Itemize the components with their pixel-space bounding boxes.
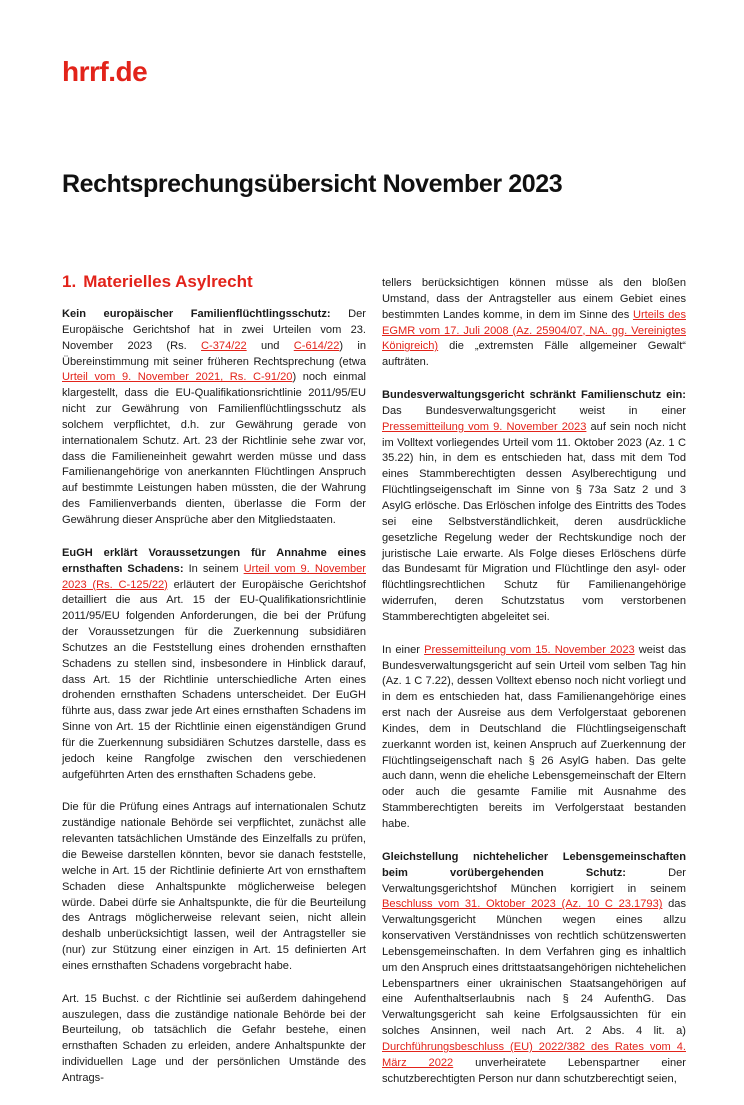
- logo[interactable]: hrrf.de: [62, 56, 148, 87]
- reference-link[interactable]: Urteil vom 9. November 2023 (Rs. C-125/22): [62, 562, 366, 591]
- reference-link[interactable]: Durchführungsbeschluss (EU) 2022/382 des Rates vom 4. März 2022: [382, 1040, 686, 1069]
- reference-link[interactable]: Pressemitteilung vom 9. November 2023: [382, 420, 587, 433]
- paragraph-text: In einer: [382, 643, 425, 656]
- paragraph-lead: EuGH erklärt Voraussetzungen für Annahme eines ernsthaften Schadens:: [62, 546, 366, 575]
- reference-link[interactable]: C-374/22: [201, 339, 247, 352]
- paragraph-text: Die für die Prüfung eines Antrags auf internationalen Schutz zuständige nationale Behörde sei verpflichtet, zunächst alle relevanten tatsächlichen Umstände des Einzelfalls zu prüfen, die Beweise darstellen könnten, bevor sie danach feststelle, welche in Art. 15 der Richtlinie definierte Art von ernsthaftem Schaden diese Anhaltspunkte möglicherweise belegen würde. Dabei dürfe sie Anhaltspunkte, die für die Beurteilung des Antrags möglicherweise relevant seien, nicht allein deshalb unberücksichtigt lassen, weil der Antragsteller sie (nur) zur Stützung einer einzigen in Art. 15 definierten Art eines ernsthaften Schadens vorgebracht habe.: [62, 801, 366, 972]
- paragraph-text: auf sein noch nicht im Volltext vorliegendes Urteil vom 11. Oktober 2023 (Az. 1 C 35.22) hin, in dem es entschieden hat, dass mit dem Tod eines Stammberechtigten dessen Asylberechtigung und Flüchtlingseigenschaft im Sinne von § 73a Satz 2 und 3 AsylG erlösche. Das Erlöschen infolge des Eintritts des Todes sei eine Selbstverständlichkeit, deren ausdrückliche gesetzliche Regelung weder der Rechtskundige noch der juristische Laie erwarte. Als Folge dieses Erlöschens dürfe das Bundesamt für Migration und Flüchtlinge den asyl- oder flüchtlingsrechtlichen Schutz für Familienangehörige widerrufen, deren Schutzstatus vom verstorbenen Stammberechtigten abgeleitet sei.: [382, 420, 686, 623]
- section-title: Materielles Asylrecht: [83, 272, 253, 291]
- left-paragraphs: [62, 307, 366, 1087]
- paragraph-text: In seinem: [183, 562, 244, 575]
- paragraph: [62, 546, 366, 784]
- paragraph: [62, 800, 366, 974]
- right-paragraphs: [382, 276, 686, 1088]
- paragraph-text: Das Bundesverwaltungsgericht weist in einer: [382, 404, 686, 417]
- reference-link[interactable]: Urteil vom 9. November 2021, Rs. C-91/20: [62, 371, 293, 384]
- right-column: [382, 276, 686, 1105]
- paragraph: [62, 307, 366, 529]
- reference-link[interactable]: Beschluss vom 31. Oktober 2023 (Az. 10 C 23.1793): [382, 898, 663, 911]
- paragraph-text: ) in Übereinstimmung mit seiner früheren Rechtsprechung (etwa: [62, 339, 366, 368]
- section-heading: [62, 271, 366, 293]
- paragraph-text: tellers berücksichtigen können müsse als den bloßen Umstand, dass der Antragsteller aus einem Gebiet eines bestimmten Landes komme, in dem im Sinne des: [382, 277, 686, 321]
- section-number: 1.: [62, 272, 77, 291]
- paragraph-lead: Gleichstellung nichtehelicher Lebensgemeinschaften beim vorübergehenden Schutz:: [382, 850, 686, 879]
- page-title: Rechtsprechungsübersicht November 2023: [62, 170, 563, 198]
- reference-link[interactable]: Pressemitteilung vom 15. November 2023: [424, 643, 635, 656]
- paragraph-text: die „extremsten Fälle allgemeiner Gewalt“ aufträten.: [382, 340, 686, 369]
- paragraph-text: weist das Bundesverwaltungsgericht auf sein Urteil vom selben Tag hin (Az. 1 C 7.22), dessen Volltext ebenso noch nicht vorliegt und in dem es entschieden hat, dass Familienangehörige eines erst nach der Ausreise aus dem Verfolgerstaat geborenen Kindes, dem in Deutschland die Flüchtlingseigenschaft zuerkannt worden ist, keinen Anspruch auf Zuerkennung der Flüchtlingseigenschaft nach § 26 AsylG haben. Das gelte auch dann, wenn die eheliche Lebensgemeinschaft der Eltern oder auch die gesamte Familie mit Ausnahme des Stammberechtigten bereits im Verfolgerstaat bestanden habe.: [382, 643, 686, 830]
- paragraph: [382, 388, 686, 626]
- paragraph-text: und: [246, 339, 294, 352]
- paragraph-text: Der Verwaltungsgerichtshof München korrigiert in seinem: [382, 866, 686, 895]
- paragraph-text: Der Europäische Gerichtshof hat in zwei Urteilen vom 23. November 2023 (Rs.: [62, 308, 366, 352]
- paragraph-text: erläutert der Europäische Gerichtshof detailliert die aus Art. 15 der EU-Qualifikationsrichtlinie 2011/95/EU folgenden Anforderungen, die bei der Prüfung der Voraussetzungen für die Zuerkennung subsidiären Schutzes an die Feststellung eines drohenden ernsthaften Schadens zu stellen sind, insbesondere in Hinblick darauf, dass Art. 15 der Richtlinie unterschiedliche Arten eines drohenden ernsthaften Schadens unterscheidet. Der EuGH führte aus, dass zwar jede Art eines ernsthaften Schadens im Sinne von Art. 15 der Richtlinie einen eigenständigen Grund für die Zuerkennung subsidiären Schutzes darstelle, dass es jedoch keine Rangfolge zwischen den verschiedenen aufgeführten Arten des ernsthaften Schadens gebe.: [62, 578, 366, 781]
- paragraph-lead: Kein europäischer Familienflüchtlingsschutz:: [62, 308, 331, 320]
- paragraph-text: Art. 15 Buchst. c der Richtlinie sei außerdem dahingehend auszulegen, dass die zuständige nationale Behörde bei der Beurteilung, ob tatsächlich die Gefahr bestehe, einen ernsthaften Schaden zu erleiden, andere Anhaltspunkte der individuellen Lage und der persönlichen Umstände des Antrags-: [62, 992, 366, 1084]
- paragraph: [382, 643, 686, 833]
- paragraph-text: ) noch einmal klargestellt, dass die EU-Qualifikationsrichtlinie 2011/95/EU nicht zur Gewährung von Familienflüchtlingsschutz als solchem verpflichtet, d.h. zur Gewährung gerade von internationalem Schutz. Art. 23 der Richtlinie sehe zwar vor, dass die Familieneinheit gewahrt werden müsse und dass Familienangehörige von anerkannten Flüchtlingen Anspruch auf bestimmte Leistungen haben müssten, die der Wahrung des Familienverbands dienten, überlasse die Form der Gewährung dieser Ansprüche aber den Mitgliedstaaten.: [62, 371, 366, 526]
- paragraph-text: unverheiratete Lebenspartner einer schutzberechtigten Person nur dann schutzberechtigt seien,: [382, 1056, 686, 1085]
- paragraph-lead: Bundesverwaltungsgericht schränkt Familienschutz ein:: [382, 389, 686, 402]
- paragraph: [382, 276, 686, 371]
- reference-link[interactable]: Urteils des EGMR vom 17. Juli 2008 (Az. 25904/07, NA. gg. Vereinigtes Königreich): [382, 308, 686, 353]
- paragraph-text: das Verwaltungsgericht München wegen eines allzu konservativen Verständnisses von rechtlich schützenswerten Lebensgemeinschaften. In dem Verfahren ging es inhaltlich um den Anspruch eines drittstaatsangehörigen nichtehelichen Lebenspartners einer ukrainischen Staatsangehörigen auf eine Aufenthaltserlaubnis nach § 24 AufenthG. Das Verwaltungsgericht sah keine Erfolgsaussichten für ein solches Ansinnen, weil nach Art. 2 Abs. 4 lit. a): [382, 898, 687, 1038]
- paragraph: [62, 992, 366, 1087]
- reference-link[interactable]: C-614/22: [293, 339, 340, 352]
- left-column: [62, 271, 366, 1104]
